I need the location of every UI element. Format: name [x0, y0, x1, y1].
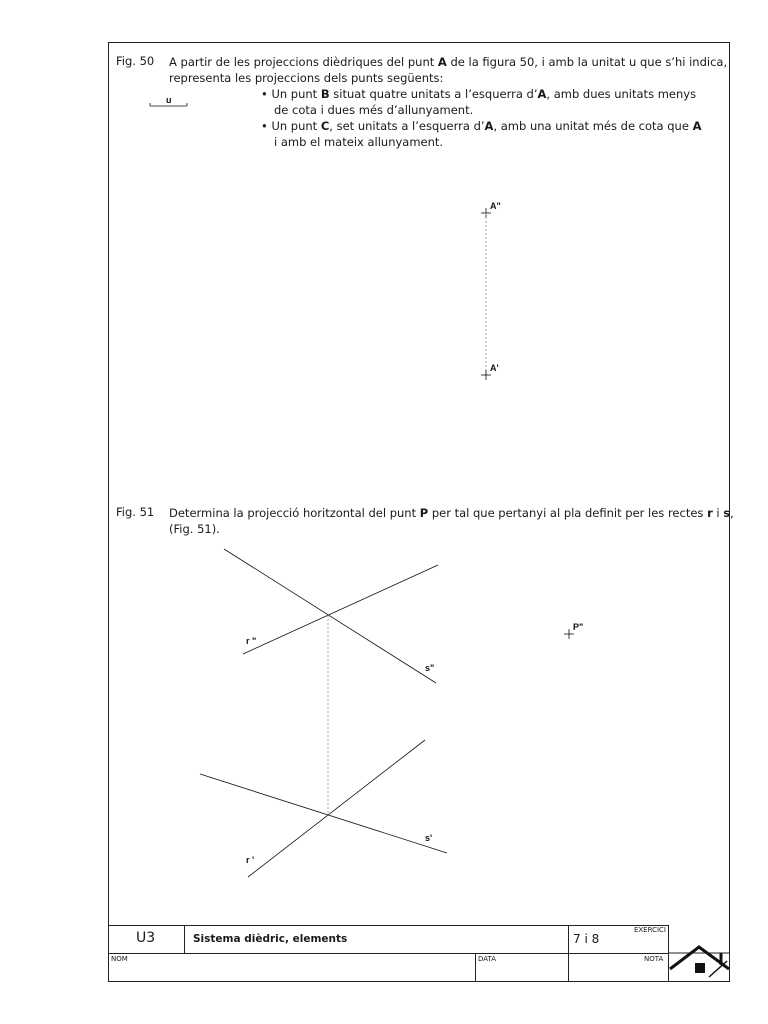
data-label: DATA: [478, 955, 497, 963]
exercise-numbers: 7 i 8: [573, 932, 600, 946]
point-a-horizontal: [481, 363, 499, 380]
fig50-statement-line2: representa les projeccions dels punts següents:: [169, 71, 444, 85]
point-a-vertical: [481, 201, 501, 218]
label-s-prime: s': [425, 833, 433, 843]
label-r-prime: r ': [246, 855, 255, 865]
nota-label: NOTA: [644, 955, 664, 963]
unit-scale: [150, 95, 187, 106]
unit-label: u: [166, 95, 172, 105]
exercici-label: EXERCICI: [633, 926, 666, 934]
nom-label: NOM: [111, 955, 128, 963]
diagram-canvas: [109, 43, 729, 923]
title-block: [109, 925, 729, 982]
label-a-double-prime: A": [490, 201, 501, 211]
fig50-bullet-b: • Un punt B situat quatre unitats a l’esquerra d’A, amb dues unitats menys: [261, 87, 697, 101]
label-p-double-prime: P": [573, 622, 584, 632]
label-a-prime: A': [490, 363, 499, 373]
unit-code: U3: [109, 925, 185, 953]
fig50-tag: Fig. 50: [116, 54, 155, 68]
fig50-bullet-b-line2: de cota i dues més d’allunyament.: [274, 103, 474, 117]
fig51-statement-line1: Determina la projecció horitzontal del punt P per tal que pertanyi al pla definit per les rectes r i s,: [169, 506, 734, 520]
label-s-double-prime: s": [425, 663, 435, 673]
label-r-double-prime: r ": [246, 636, 257, 646]
worksheet-title: Sistema dièdric, elements: [185, 925, 569, 953]
line-r-horizontal: [248, 740, 425, 877]
worksheet-frame: [108, 42, 734, 982]
fig50-bullet-c-line2: i amb el mateix allunyament.: [274, 135, 444, 149]
exercise-cell: [569, 925, 669, 953]
line-s-horizontal: [200, 774, 447, 853]
fig50-statement-line1: A partir de les projeccions dièdriques del punt A de la figura 50, i amb la unitat u que s’hi indica,: [169, 55, 728, 69]
line-r-vertical: [243, 565, 438, 654]
fig50-bullet-c: • Un punt C, set unitats a l’esquerra d’A, amb una unitat més de cota que A: [261, 119, 702, 133]
point-p-vertical: [564, 622, 583, 639]
fig51-tag: Fig. 51: [116, 505, 155, 519]
house-logo-icon: [669, 925, 729, 982]
line-s-vertical: [224, 549, 436, 683]
fig51-statement-line2: (Fig. 51).: [169, 522, 220, 536]
